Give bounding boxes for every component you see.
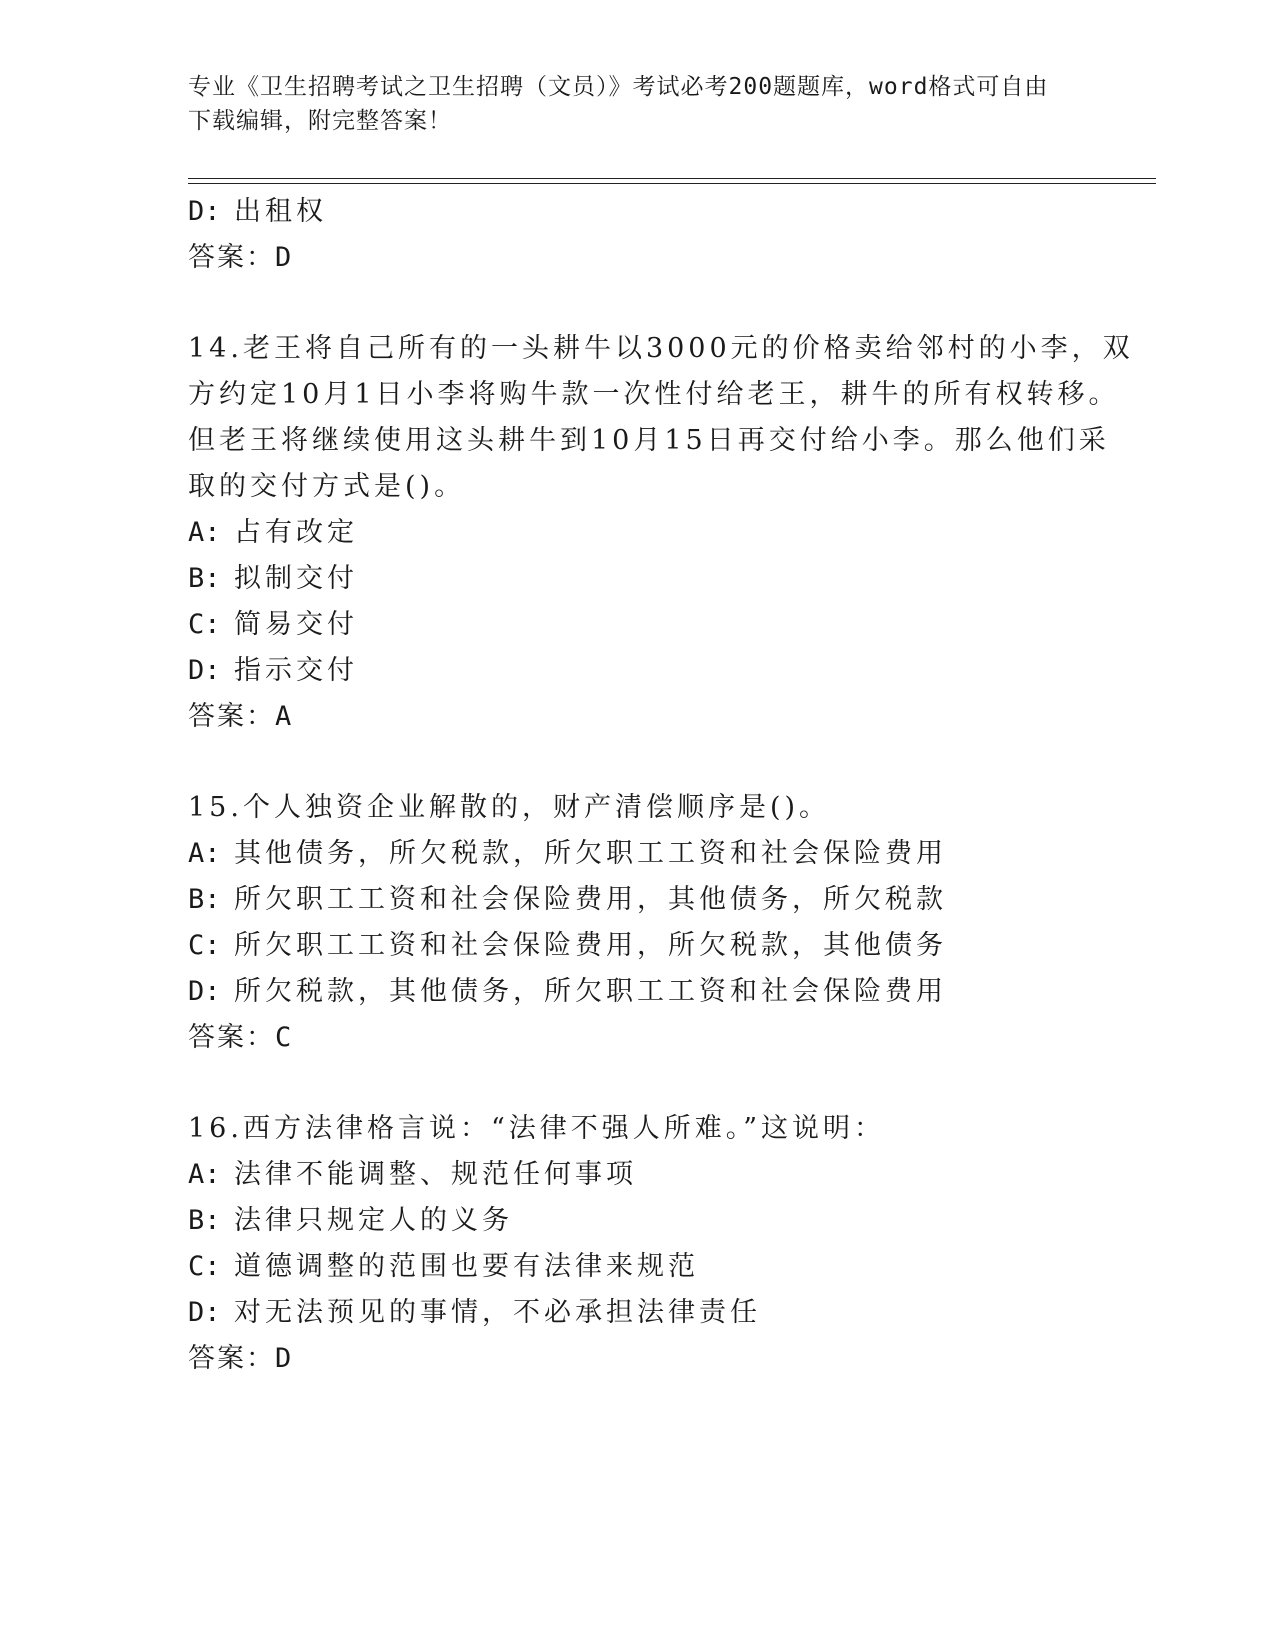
option-text: 拟制交付: [234, 563, 358, 594]
option-d: [188, 189, 1068, 235]
answer-value: D: [275, 1343, 294, 1374]
question-block: [188, 326, 1134, 740]
option-text: 所欠职工工资和社会保险费用，所欠税款，其他债务: [234, 930, 947, 961]
header-rule-top: [188, 178, 1156, 179]
option-text: 所欠职工工资和社会保险费用，其他债务，所欠税款: [234, 884, 947, 915]
answer-label: 答案：: [188, 1343, 275, 1374]
option-c: [188, 1244, 1068, 1290]
option-d: [188, 648, 1068, 694]
option-text: 占有改定: [234, 517, 358, 548]
answer-line: [188, 694, 1068, 740]
option-key: D:: [188, 655, 221, 686]
option-key: B:: [188, 1205, 221, 1236]
option-text: 出租权: [234, 196, 327, 227]
option-text: 道德调整的范围也要有法律来规范: [234, 1251, 699, 1282]
option-a: [188, 1152, 1068, 1198]
answer-label: 答案：: [188, 1022, 275, 1053]
document-header: 专业《卫生招聘考试之卫生招聘（文员）》考试必考200题题库，word格式可自由下载编辑，附完整答案！: [188, 74, 1049, 134]
answer-label: 答案：: [188, 242, 275, 273]
question-text-line: 但老王将继续使用这头耕牛到10月15日再交付给小李。那么他们采: [188, 425, 1110, 456]
option-key: D:: [188, 976, 221, 1007]
option-text: 所欠税款，其他债务，所欠职工工资和社会保险费用: [234, 976, 947, 1007]
answer-value: D: [275, 242, 294, 273]
answer-line: [188, 1336, 1068, 1382]
answer-label: 答案：: [188, 701, 275, 732]
option-key: C:: [188, 930, 221, 961]
option-text: 其他债务，所欠税款，所欠职工工资和社会保险费用: [234, 838, 947, 869]
header-rule-bottom: [188, 183, 1156, 184]
option-text: 法律只规定人的义务: [234, 1205, 513, 1236]
option-b: [188, 877, 1068, 923]
option-d: [188, 1290, 1068, 1336]
option-b: [188, 556, 1068, 602]
answer-value: C: [275, 1022, 294, 1053]
question-text-line: 取的交付方式是()。: [188, 471, 466, 502]
option-key: D:: [188, 1297, 221, 1328]
answer-line: [188, 235, 1068, 281]
option-key: B:: [188, 563, 221, 594]
option-text: 对无法预见的事情，不必承担法律责任: [234, 1297, 761, 1328]
option-text: 指示交付: [234, 655, 358, 686]
option-a: [188, 510, 1068, 556]
option-a: [188, 831, 1068, 877]
answer-line: [188, 1015, 1068, 1061]
option-key: C:: [188, 609, 221, 640]
option-key: A:: [188, 1159, 221, 1190]
option-c: [188, 602, 1068, 648]
option-b: [188, 1198, 1068, 1244]
question-text-line: 方约定10月1日小李将购牛款一次性付给老王，耕牛的所有权转移。: [188, 379, 1120, 410]
question-block: [188, 1106, 1068, 1382]
spacer: [188, 281, 1068, 326]
option-key: B:: [188, 884, 221, 915]
option-key: D:: [188, 196, 221, 227]
spacer: [188, 1061, 1068, 1106]
option-text: 简易交付: [234, 609, 358, 640]
option-key: A:: [188, 838, 221, 869]
option-text: 法律不能调整、规范任何事项: [234, 1159, 637, 1190]
option-key: C:: [188, 1251, 221, 1282]
document-body: [188, 189, 1134, 1382]
option-d: [188, 969, 1068, 1015]
question-text-line: 14.老王将自己所有的一头耕牛以3000元的价格卖给邻村的小李，双: [188, 333, 1134, 364]
question-block: [188, 785, 1068, 1061]
spacer: [188, 740, 1068, 785]
question-text-line: 16.西方法律格言说：“法律不强人所难。”这说明：: [188, 1113, 886, 1144]
question-text-line: 15.个人独资企业解散的，财产清偿顺序是()。: [188, 792, 831, 823]
option-c: [188, 923, 1068, 969]
answer-value: A: [275, 701, 294, 732]
option-key: A:: [188, 517, 221, 548]
